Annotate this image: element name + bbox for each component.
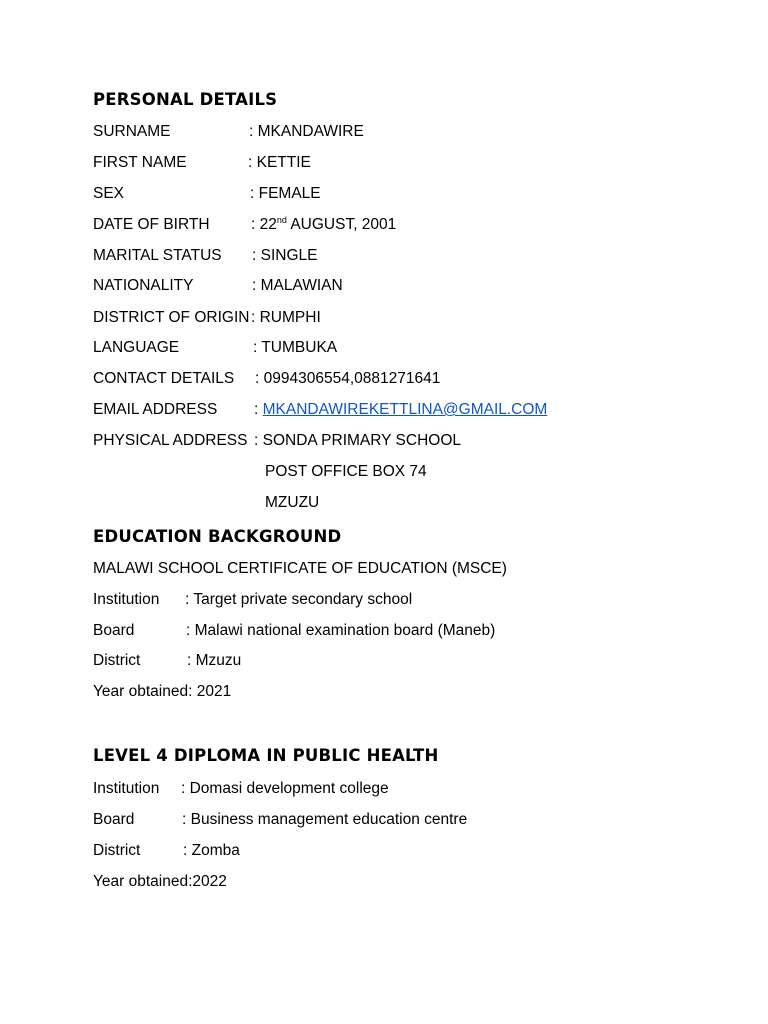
- surname-value: : MKANDAWIRE: [249, 123, 364, 140]
- sex-label: SEX: [93, 185, 125, 202]
- first-name-label: FIRST NAME: [93, 154, 187, 171]
- nationality-label: NATIONALITY: [93, 277, 194, 294]
- language-label: LANGUAGE: [93, 339, 180, 356]
- msce-district-label: District: [93, 652, 141, 669]
- dob-month-year: AUGUST, 2001: [286, 216, 397, 233]
- email-address-label: EMAIL ADDRESS: [93, 401, 218, 418]
- msce-title: MALAWI SCHOOL CERTIFICATE OF EDUCATION (MSCE): [93, 560, 507, 577]
- physical-address-line-1: : SONDA PRIMARY SCHOOL: [254, 432, 462, 449]
- email-address-value: [254, 400, 547, 420]
- email-colon: :: [254, 401, 263, 418]
- diploma-district-label: District: [93, 842, 141, 859]
- physical-address-line-3: MZUZU: [265, 494, 320, 511]
- date-of-birth-value: [251, 215, 396, 235]
- date-of-birth-label: DATE OF BIRTH: [93, 216, 210, 233]
- dob-ordinal: nd: [276, 214, 287, 225]
- msce-institution-value: : Target private secondary school: [185, 591, 413, 608]
- contact-details-label: CONTACT DETAILS: [93, 370, 235, 387]
- language-value: : TUMBUKA: [253, 339, 338, 356]
- diploma-institution-label: Institution: [93, 780, 160, 797]
- nationality-value: : MALAWIAN: [252, 277, 343, 294]
- dob-day: : 22: [251, 216, 277, 233]
- diploma-heading: LEVEL 4 DIPLOMA IN PUBLIC HEALTH: [93, 746, 439, 765]
- contact-details-value: : 0994306554,0881271641: [255, 370, 441, 387]
- district-of-origin-value: : RUMPHI: [251, 309, 321, 326]
- msce-institution-label: Institution: [93, 591, 160, 608]
- physical-address-label: PHYSICAL ADDRESS: [93, 432, 248, 449]
- marital-status-value: : SINGLE: [252, 247, 318, 264]
- first-name-value: : KETTIE: [248, 154, 311, 171]
- email-link[interactable]: MKANDAWIREKETTLINA@GMAIL.COM: [262, 401, 548, 418]
- msce-board-label: Board: [93, 622, 135, 639]
- diploma-board-label: Board: [93, 811, 135, 828]
- msce-district-value: : Mzuzu: [187, 652, 242, 669]
- diploma-district-value: : Zomba: [183, 842, 240, 859]
- education-background-heading: EDUCATION BACKGROUND: [93, 527, 342, 546]
- marital-status-label: MARITAL STATUS: [93, 247, 222, 264]
- msce-year-obtained: Year obtained: 2021: [93, 683, 232, 700]
- personal-details-heading: PERSONAL DETAILS: [93, 90, 278, 109]
- diploma-year-obtained: Year obtained:2022: [93, 873, 227, 890]
- sex-value: : FEMALE: [250, 185, 321, 202]
- district-of-origin-label: DISTRICT OF ORIGIN: [93, 309, 250, 326]
- msce-board-value: : Malawi national examination board (Maneb): [186, 622, 496, 639]
- physical-address-line-2: POST OFFICE BOX 74: [265, 463, 427, 480]
- diploma-board-value: : Business management education centre: [182, 811, 468, 828]
- surname-label: SURNAME: [93, 123, 171, 140]
- diploma-institution-value: : Domasi development college: [181, 780, 389, 797]
